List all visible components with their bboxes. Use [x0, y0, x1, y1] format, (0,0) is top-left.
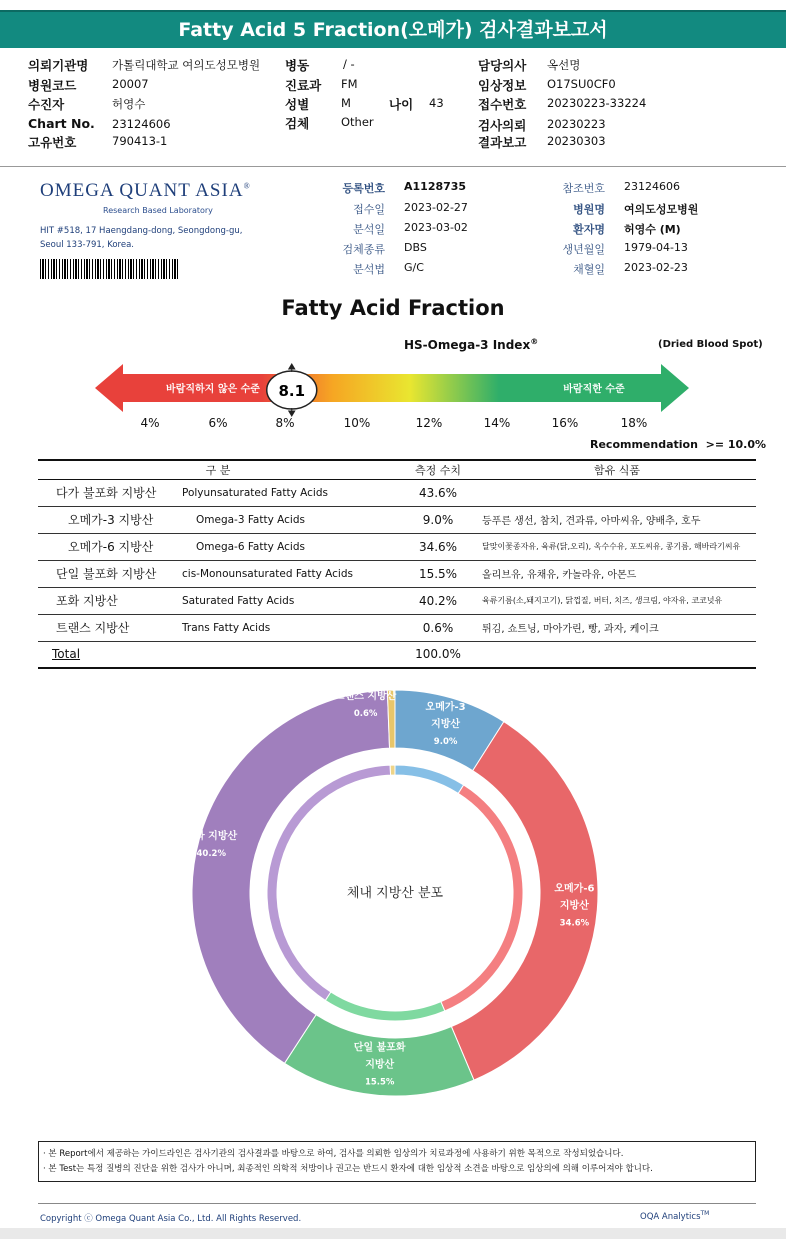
tick-14: 14% — [483, 416, 511, 430]
ward-value: / - — [343, 57, 355, 71]
slice-label-0-2: 9.0% — [433, 736, 458, 747]
analysis-date-label: 분석일 — [353, 223, 385, 236]
good-level-label: 바람직한 수준 — [563, 384, 625, 395]
tick-10: 10% — [343, 416, 371, 430]
institution-value: 가톨릭대학교 여의도성모병원 — [112, 58, 261, 72]
report-title: Fatty Acid 5 Fraction(오메가) 검사결과보고서 — [0, 10, 786, 48]
chart-no-label: Chart No. — [28, 116, 95, 131]
slice-label-3-1: 40.2% — [196, 848, 227, 859]
disclaimer-box — [38, 1141, 756, 1182]
unique-no-label: 고유번호 — [28, 135, 77, 150]
tick-8: 8% — [275, 416, 295, 430]
lab-logo: OMEGA QUANT ASIA® — [40, 180, 251, 201]
request-date-value: 20230223 — [547, 117, 606, 131]
draw-date-value: 2023-02-23 — [624, 261, 688, 274]
header-value: 측정 수치 — [398, 460, 478, 479]
header-divider — [0, 166, 786, 167]
omega-index-scale — [95, 360, 695, 416]
ward-label: 병동 — [285, 58, 310, 73]
table-header — [38, 460, 756, 479]
slice-label-4-1: 0.6% — [353, 709, 378, 720]
slice-label-0-0: 오메가-3 — [425, 701, 466, 713]
sex-label: 성별 — [285, 97, 310, 112]
report-date-label: 결과보고 — [478, 135, 527, 150]
slice-label-3-0: 포화 지방산 — [185, 830, 238, 842]
specimen-label: 검체 — [285, 116, 310, 131]
hospital-code-value: 20007 — [112, 77, 149, 91]
copyright: Copyright ⓒ Omega Quant Asia Co., Ltd. All Rights Reserved. — [40, 1214, 302, 1224]
table-row — [38, 506, 756, 533]
slice-label-4-0: 트랜스 지방산 — [334, 691, 397, 703]
footer-brand: OQA Analytics™ — [640, 1210, 710, 1222]
row-en: Omega-3 Fatty Acids — [178, 506, 398, 533]
row-ko: 오메가-6 지방산 — [38, 533, 178, 560]
row-value: 34.6% — [398, 533, 478, 560]
receipt-date-value: 2023-02-27 — [404, 201, 468, 214]
row-foods: 등푸른 생선, 참치, 견과류, 아마씨유, 양배추, 호두 — [478, 506, 756, 533]
row-ko: 다가 불포화 지방산 — [56, 486, 157, 500]
clinical-info-label: 임상정보 — [478, 78, 527, 93]
analysis-date-value: 2023-03-02 — [404, 221, 468, 234]
unique-no-value: 790413-1 — [112, 134, 168, 148]
slice-label-2-0: 단일 불포화 — [353, 1042, 406, 1054]
index-marker — [267, 364, 317, 416]
method-label: 분석법 — [353, 263, 385, 276]
total-value: 100.0% — [398, 641, 478, 668]
recommendation: Recommendation >= 10.0% — [590, 438, 767, 451]
row-value: 0.6% — [398, 614, 478, 641]
tick-16: 16% — [551, 416, 579, 430]
row-ko: 단일 불포화 지방산 — [38, 560, 178, 587]
hospital-code-label: 병원코드 — [28, 78, 77, 93]
patient-label: 수진자 — [28, 97, 65, 112]
lab-address-line2: Seoul 133-791, Korea. — [40, 240, 134, 250]
table-total-row — [38, 641, 756, 668]
receipt-no-value: 20230223-33224 — [547, 96, 647, 110]
row-value: 43.6% — [418, 485, 458, 500]
row-ko: 오메가-3 지방산 — [38, 506, 178, 533]
hospital-name-value: 여의도성모병원 — [624, 203, 699, 216]
slice-label-2-1: 지방산 — [365, 1059, 395, 1071]
doctor-label: 담당의사 — [478, 58, 527, 73]
reg-no-label: 등록번호 — [342, 182, 385, 195]
row-value: 15.5% — [398, 560, 478, 587]
slice-label-0-1: 지방산 — [431, 718, 461, 730]
slice-label-1-1: 지방산 — [559, 900, 589, 912]
row-foods: 육류기름(소,돼지고기), 닭껍질, 버터, 치즈, 생크림, 야자유, 코코넛유 — [478, 587, 756, 614]
clinical-info-value: O17SU0CF0 — [547, 77, 616, 91]
row-en: Trans Fatty Acids — [178, 614, 398, 641]
department-label: 진료과 — [285, 78, 322, 93]
row-value: 40.2% — [398, 587, 478, 614]
table-row — [38, 587, 756, 614]
row-en: cis-Monounsaturated Fatty Acids — [178, 560, 398, 587]
ref-no-label: 참조번호 — [562, 182, 605, 195]
specimen-type-label: 검체종류 — [342, 243, 385, 256]
footer-divider — [38, 1203, 756, 1204]
fatty-acid-donut-chart — [185, 691, 600, 1108]
patient-name-value: 허영수 (M) — [624, 223, 681, 236]
birth-date-label: 생년월일 — [562, 243, 605, 256]
slice-label-1-0: 오메가-6 — [554, 883, 595, 895]
table-row — [38, 560, 756, 587]
table-row — [38, 533, 756, 560]
row-en: Omega-6 Fatty Acids — [178, 533, 398, 560]
receipt-date-label: 접수일 — [353, 203, 385, 216]
patient-value: 허영수 — [112, 97, 146, 111]
bottom-band — [0, 1228, 786, 1239]
row-ko: 포화 지방산 — [38, 587, 178, 614]
row-ko: 트랜스 지방산 — [38, 614, 178, 641]
tick-18: 18% — [620, 416, 648, 430]
row-foods: 올리브유, 유채유, 카놀라유, 아몬드 — [478, 560, 756, 587]
institution-label: 의뢰기관명 — [28, 58, 89, 73]
bad-level-label: 바람직하지 않은 수준 — [166, 384, 260, 395]
age-label: 나이 — [389, 97, 414, 112]
chart-no-value: 23124606 — [112, 117, 171, 131]
hospital-name-label: 병원명 — [573, 203, 605, 216]
request-date-label: 검사의뢰 — [478, 118, 527, 133]
report-date-value: 20230303 — [547, 134, 606, 148]
chart-center-title: 체내 지방산 분포 — [346, 886, 444, 901]
disclaimer-line2: · 본 Test는 특정 질병의 진단을 위한 검사가 아니며, 최종적인 의학적 처방이나 권고는 반드시 환자에 대한 임상적 소견을 바탕으로 임상의에 의해 이루어져야 합니다. — [43, 1164, 653, 1174]
method-value: G/C — [404, 261, 424, 274]
disclaimer-line1: · 본 Report에서 제공하는 가이드라인은 검사기관의 검사결과를 바탕으로 하여, 검사를 의뢰한 임상의가 치료과정에 사용하기 위한 목적으로 작성되었습니다. — [43, 1149, 624, 1159]
tick-6: 6% — [208, 416, 228, 430]
section-title: Fatty Acid Fraction — [281, 296, 505, 320]
draw-date-label: 채혈일 — [573, 263, 605, 276]
age-value: 43 — [429, 96, 444, 110]
ref-no-value: 23124606 — [624, 180, 680, 193]
slice-label-2-2: 15.5% — [364, 1077, 395, 1088]
slice-label-1-2: 34.6% — [559, 918, 590, 929]
birth-date-value: 1979-04-13 — [624, 241, 688, 254]
lab-address-line1: HIT #518, 17 Haengdang-dong, Seongdong-gu, — [40, 226, 243, 236]
header-foods: 함유 식품 — [478, 460, 756, 479]
tick-4: 4% — [140, 416, 160, 430]
index-value: 8.1 — [278, 382, 306, 400]
specimen-type-value: DBS — [404, 241, 427, 254]
department-value: FM — [341, 77, 358, 91]
patient-name-label: 환자명 — [573, 223, 605, 236]
row-value: 9.0% — [398, 506, 478, 533]
table-row — [38, 479, 756, 506]
specimen-value: Other — [341, 115, 374, 129]
barcode — [40, 259, 178, 279]
row-foods: 달맞이꽃종자유, 육류(닭,오리), 옥수수유, 포도씨유, 콩기름, 해바라기씨유 — [478, 533, 756, 560]
receipt-no-label: 접수번호 — [478, 97, 527, 112]
table-row — [38, 614, 756, 641]
tick-12: 12% — [415, 416, 443, 430]
row-en: Polyunsaturated Fatty Acids — [182, 486, 328, 499]
row-foods — [478, 479, 756, 506]
fatty-acid-table — [38, 459, 756, 669]
row-foods: 튀김, 쇼트닝, 마아가린, 빵, 과자, 케이크 — [478, 614, 756, 641]
reg-no-value: A1128735 — [404, 180, 467, 193]
row-en: Saturated Fatty Acids — [178, 587, 398, 614]
sample-note: (Dried Blood Spot) — [658, 339, 763, 350]
index-title: HS-Omega-3 Index® — [404, 337, 539, 352]
inner-slice-4 — [390, 765, 395, 775]
total-label: Total — [38, 641, 398, 668]
doctor-value: 옥선명 — [547, 58, 581, 72]
lab-logo-subtitle: Research Based Laboratory — [103, 206, 213, 215]
sex-value: M — [341, 96, 351, 110]
header-category: 구 분 — [38, 460, 398, 479]
